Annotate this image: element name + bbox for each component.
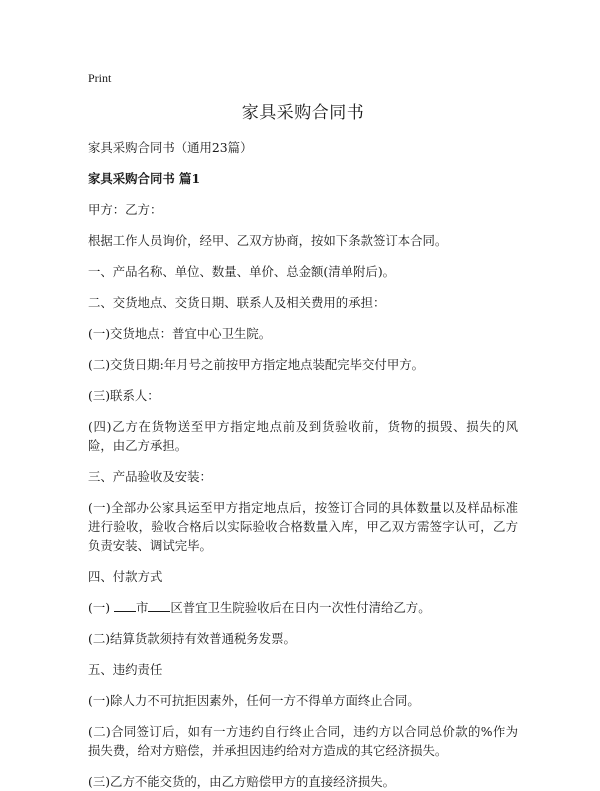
blank-underline [148, 599, 170, 612]
paragraph: (一)交货地点：普宜中心卫生院。 [88, 326, 272, 341]
paragraph: 甲方：乙方： [88, 202, 163, 217]
payment-mid1: 市 [136, 600, 149, 615]
paragraph: (二)结算货款须持有效普通税务发票。 [88, 631, 296, 646]
paragraph: (二)合同签订后，如有一方违约自行终止合同，违约方以合同总价款的%作为损失费，给对方赔偿，并承担因违约给对方造成的其它经济损失。 [88, 724, 518, 758]
print-label: Print [88, 71, 112, 85]
paragraph: (一)全部办公家具运至甲方指定地点后，按签订合同的具体数量以及样品标准进行验收，验收合格后以实际验收合格数量入库，甲乙双方需签字认可，乙方负责安装、调试完毕。 [88, 500, 518, 553]
section-heading: 家具采购合同书 篇1 [88, 171, 201, 186]
payment-prefix: (一) [88, 600, 114, 615]
paragraph: 二、交货地点、交货日期、联系人及相关费用的承担： [88, 295, 386, 310]
paragraph: 五、违约责任 [88, 662, 163, 677]
paragraph: 三、产品验收及安装： [88, 469, 212, 484]
paragraph: (三)联系人： [88, 388, 160, 403]
document-title: 家具采购合同书 [241, 103, 365, 123]
payment-mid2: 区普宜卫生院验收后在日内一次性付清给乙方。 [170, 600, 431, 615]
document-subtitle: 家具采购合同书（通用23篇） [88, 140, 253, 155]
paragraph: 根据工作人员询价，经甲、乙双方协商，按如下条款签订本合同。 [88, 233, 448, 248]
paragraph: (三)乙方不能交货的，由乙方赔偿甲方的直接经济损失。 [88, 774, 396, 789]
paragraph: 一、产品名称、单位、数量、单价、总金额(清单附后)。 [88, 264, 396, 279]
paragraph: (二)交货日期:年月号之前按甲方指定地点装配完毕交付甲方。 [88, 357, 424, 372]
payment-paragraph [88, 598, 518, 617]
paragraph: (一)除人力不可抗拒因素外，任何一方不得单方面终止合同。 [88, 693, 420, 708]
paragraph: (四)乙方在货物送至甲方指定地点前及到货验收前，货物的损毁、损失的风险，由乙方承担。 [88, 419, 518, 453]
blank-underline [114, 599, 136, 612]
paragraph: 四、付款方式 [88, 569, 163, 584]
